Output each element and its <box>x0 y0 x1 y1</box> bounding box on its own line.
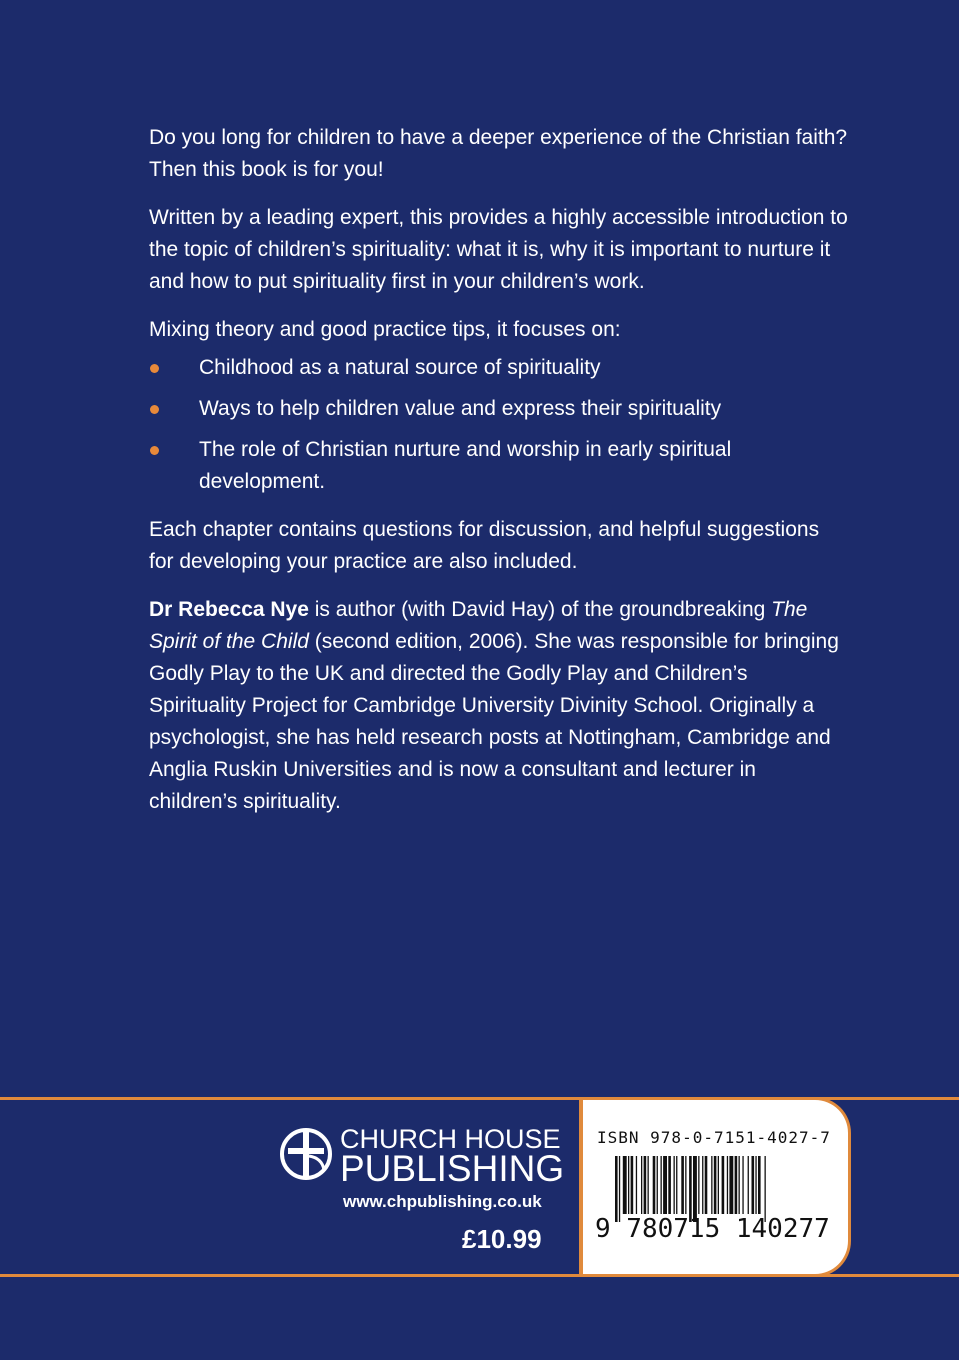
barcode-bar <box>685 1156 686 1214</box>
barcode-bar <box>711 1156 712 1214</box>
barcode-bar <box>674 1156 675 1214</box>
bullet-icon <box>150 446 159 455</box>
cross-circle-icon <box>278 1126 334 1182</box>
barcode-bar <box>648 1156 649 1214</box>
barcode-bar <box>727 1156 728 1214</box>
focus-lead: Mixing theory and good practice tips, it focuses on: <box>149 318 621 341</box>
barcode-bar <box>752 1156 755 1214</box>
focus-list <box>149 352 849 498</box>
list-item-text: Childhood as a natural source of spirituality <box>199 356 601 379</box>
barcode-bar <box>615 1156 618 1222</box>
list-item <box>149 393 849 425</box>
publisher-name-line1: CHURCH HOUSE <box>340 1124 561 1154</box>
list-item-text: The role of Christian nurture and worship in early spiritual development. <box>199 438 732 493</box>
barcode-bar <box>693 1156 697 1222</box>
barcode-bar <box>729 1156 733 1214</box>
barcode-panel <box>579 1097 851 1277</box>
barcode-bar <box>705 1156 708 1214</box>
barcode-bar <box>739 1156 740 1214</box>
bio-text: (second edition, 2006). She was responsible for bringing Godly Play to the UK and directed the Godly Play and Children’s Spirituality Project for Cambridge University Divinity School. Originally a psychologist, she has held research posts at Nottingham, Cambridge and Anglia Ruskin Universities and is now a consultant and lecturer in children’s spirituality. <box>149 630 839 813</box>
barcode-bar <box>722 1156 725 1214</box>
barcode-bar <box>676 1156 677 1214</box>
barcode-bar <box>718 1156 719 1214</box>
book-title: The Spirit of the Child <box>149 598 808 653</box>
chapters-paragraph: Each chapter contains questions for discussion, and helpful suggestions for developing your practice are also included. <box>149 518 820 573</box>
author-name: Dr Rebecca Nye <box>149 598 309 621</box>
bullet-icon <box>150 364 159 373</box>
barcode-bar <box>765 1156 766 1222</box>
barcode-bar <box>628 1156 629 1214</box>
barcode-bar <box>641 1156 642 1214</box>
list-item-text: Ways to help children value and express their spirituality <box>199 397 722 420</box>
barcode-bar <box>663 1156 667 1214</box>
barcode-bar <box>702 1156 703 1214</box>
barcode-digits: 9 780715 140277 <box>595 1214 830 1244</box>
barcode-bar <box>631 1156 634 1214</box>
price: £10.99 <box>462 1224 542 1254</box>
barcode-bar <box>668 1156 671 1214</box>
author-bio <box>149 594 849 818</box>
blurb-text <box>149 122 849 834</box>
isbn-label: ISBN 978-0-7151-4027-7 <box>597 1128 831 1147</box>
description-paragraph: Written by a leading expert, this provides a highly accessible introduction to the topic of children’s spirituality: what it is, why it is important to nurture it and how to put spirituality first in your children’s work. <box>149 206 848 293</box>
barcode-bar <box>698 1156 699 1214</box>
list-item <box>149 352 849 384</box>
barcode-bar <box>644 1156 647 1214</box>
barcode-bar <box>735 1156 738 1214</box>
barcode-bar <box>636 1156 637 1214</box>
barcode-bar <box>742 1156 743 1214</box>
publisher-name-line2: PUBLISHING <box>340 1148 565 1189</box>
barcode-bar <box>689 1156 692 1222</box>
barcode-bar <box>653 1156 656 1214</box>
list-item <box>149 434 849 498</box>
barcode-bar <box>619 1156 620 1222</box>
barcode-bar <box>623 1156 627 1214</box>
barcode-bar <box>758 1156 761 1214</box>
barcode-bar <box>661 1156 662 1214</box>
barcode-bar <box>748 1156 749 1214</box>
barcode-bar <box>681 1156 684 1214</box>
bio-text: is author (with David Hay) of the groundbreaking <box>308 598 772 621</box>
publisher-logo <box>278 1124 568 1188</box>
bullet-icon <box>150 405 159 414</box>
publisher-website[interactable]: www.chpublishing.co.uk <box>343 1192 542 1211</box>
barcode <box>615 1156 811 1222</box>
barcode-bar <box>755 1156 756 1214</box>
barcode-bar <box>714 1156 717 1214</box>
intro-paragraph: Do you long for children to have a deeper experience of the Christian faith? Then this book is for you! <box>149 126 848 181</box>
barcode-bar <box>657 1156 658 1214</box>
